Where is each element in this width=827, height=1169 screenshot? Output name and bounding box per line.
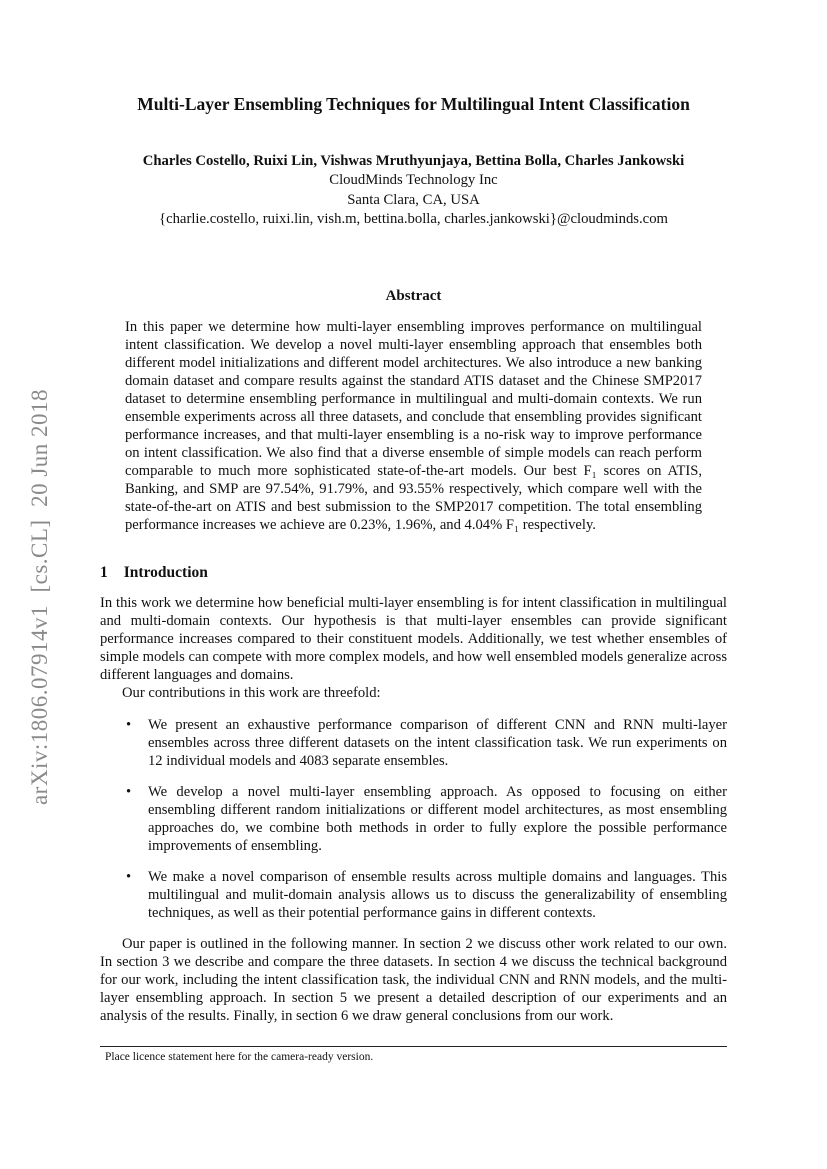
abstract-section bbox=[100, 288, 727, 534]
affiliation-line: CloudMinds Technology Inc bbox=[329, 172, 498, 189]
contribution-text: We make a novel comparison of ensemble results across multiple domains and languages. This multilingual and mulit-domain analysis allows us to discuss the generalizability of ensembling techniques, as well as their potential performance gains in different contexts. bbox=[148, 868, 727, 921]
page-content bbox=[100, 0, 727, 1025]
footnote-text: Place licence statement here for the camera-ready version. bbox=[105, 1051, 374, 1063]
abstract-heading: Abstract bbox=[385, 287, 442, 304]
contribution-text: We present an exhaustive performance comparison of different CNN and RNN multi-layer ensembles across three different datasets on the intent classification task. We run experiments on 12 individual models and 4083 separate ensembles. bbox=[148, 716, 727, 769]
bullet-icon: • bbox=[126, 868, 132, 885]
contributions-list bbox=[100, 716, 727, 922]
authors-line: Charles Costello, Ruixi Lin, Vishwas Mruthyunjaya, Bettina Bolla, Charles Jankowski bbox=[142, 152, 685, 169]
emails-line: {charlie.costello, ruixi.lin, vish.m, bettina.bolla, charles.jankowski}@cloudminds.com bbox=[159, 211, 668, 228]
footnote bbox=[100, 1046, 727, 1063]
location-line: Santa Clara, CA, USA bbox=[347, 191, 480, 208]
intro-paragraph-2: Our contributions in this work are threefold: bbox=[122, 684, 381, 701]
paper-title: Multi-Layer Ensembling Techniques for Multilingual Intent Classification bbox=[137, 94, 690, 114]
section-heading-introduction bbox=[100, 564, 727, 582]
abstract-body: In this paper we determine how multi-layer ensembling improves performance on multilingual intent classification. We develop a novel multi-layer ensembling approach that ensembles both different model initializations and different model architectures. We also introduce a new banking domain dataset and compare results against the standard ATIS dataset and the Chinese SMP2017 dataset to determine ensembling performance in multilingual and multi-domain contexts. We run ensemble experiments across all three datasets, and conclude that ensembling provides significant performance increases, and that multi-layer ensembling is a no-risk way to improve performance on intent classification. We also find that a diverse ensemble of simple models can reach perform comparable to much more sophisticated state-of-the-art models. Our best F₁ scores on ATIS, Banking, and SMP are 97.54%, 91.79%, and 93.55% respectively, which compare well with the state-of-the-art on ATIS and best submission to the SMP2017 competition. The total ensembling performance increases we achieve are 0.23%, 1.96%, and 4.04% F₁ respectively. bbox=[125, 318, 702, 533]
contribution-item bbox=[100, 716, 727, 770]
section-number: 1 bbox=[100, 563, 108, 581]
arxiv-stamp: arXiv:1806.07914v1 [cs.CL] 20 Jun 2018 bbox=[27, 388, 52, 806]
contribution-item bbox=[100, 868, 727, 922]
bullet-icon: • bbox=[126, 783, 132, 800]
author-block bbox=[100, 152, 727, 230]
contribution-text: We develop a novel multi-layer ensembling approach. As opposed to focusing on either ensembling different random initializations or different model architectures, as most ensembling approaches do, we combine both methods in order to fully explore the possible performance improvements of ensembling. bbox=[148, 783, 727, 854]
bullet-icon: • bbox=[126, 716, 132, 733]
intro-paragraph-3: Our paper is outlined in the following manner. In section 2 we discuss other work related to our own. In section 3 we describe and compare the three datasets. In section 4 we discuss the technical background for our work, including the intent classification task, the individual CNN and RNN models, and the multi-layer ensembling approach. In section 5 we present a detailed description of our experiments and an analysis of the results. Finally, in section 6 we draw general conclusions from our work. bbox=[100, 935, 727, 1024]
contribution-item bbox=[100, 783, 727, 855]
section-title: Introduction bbox=[123, 563, 208, 581]
intro-paragraph-1: In this work we determine how beneficial multi-layer ensembling is for intent classification in multilingual and multi-domain contexts. Our hypothesis is that multi-layer ensembles can provide significant performance increases compared to their constituent models. Additionally, we test whether ensembles of simple models can compete with more complex models, and how well ensembled models generalize across different languages and domains. bbox=[100, 594, 727, 683]
